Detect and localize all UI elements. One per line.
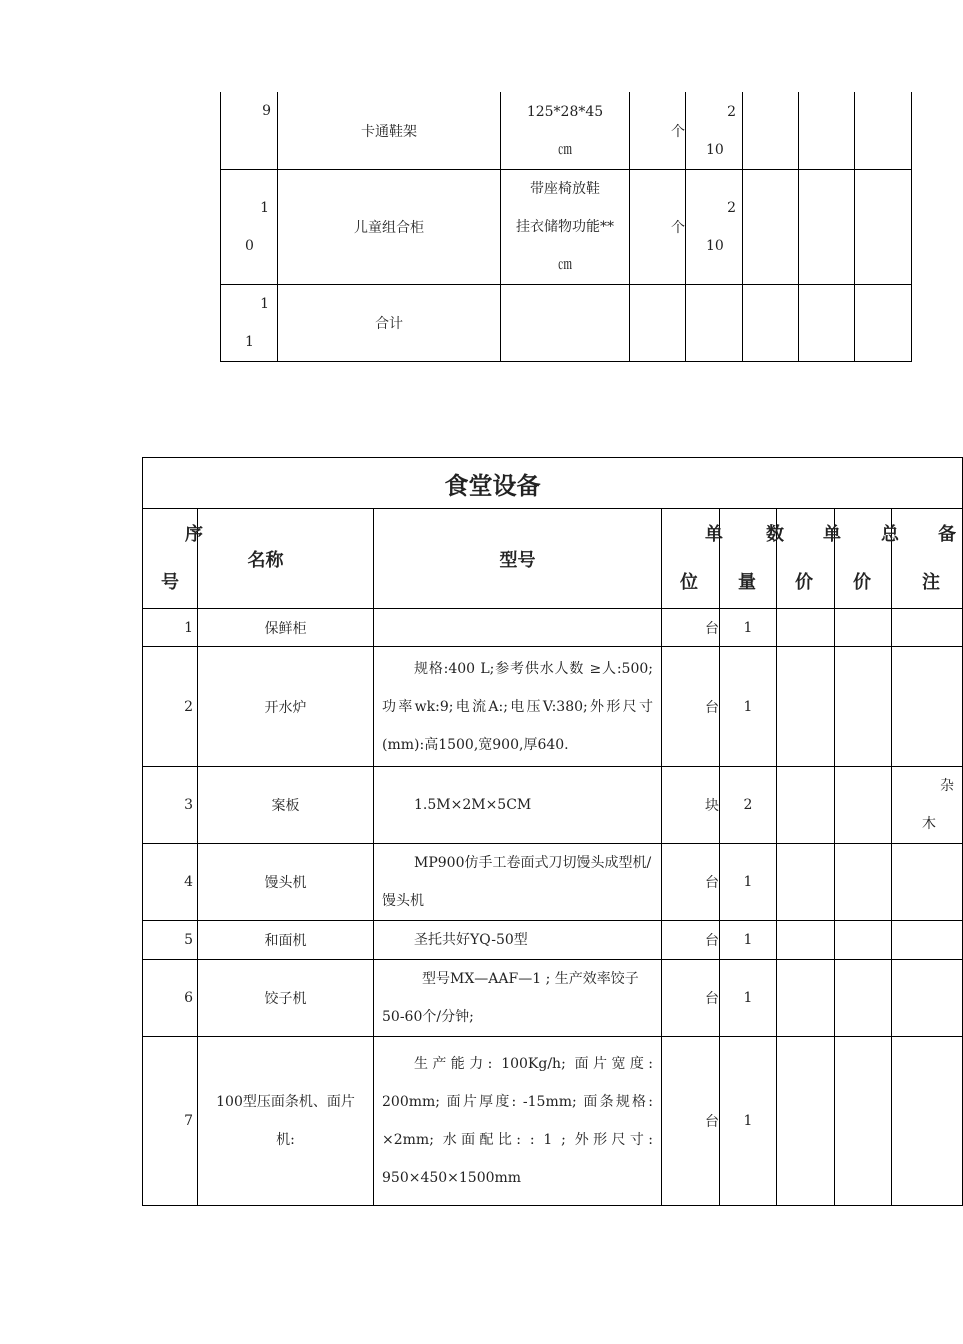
item-name: 100型压面条机、面片机: xyxy=(198,1037,374,1206)
header-price: 单 价 xyxy=(777,509,835,609)
header-row xyxy=(143,509,963,609)
item-unit: 台 xyxy=(662,1037,720,1206)
item-unit: 块 xyxy=(662,767,720,844)
item-name: 保鲜柜 xyxy=(198,609,374,647)
table-row xyxy=(143,609,963,647)
table-title: 食堂设备 xyxy=(143,458,963,509)
item-name: 馒头机 xyxy=(198,844,374,921)
table-row xyxy=(143,960,963,1037)
item-qty: 2 10 xyxy=(686,92,743,170)
total-label: 合计 xyxy=(278,285,501,362)
table-row xyxy=(143,921,963,960)
item-unit: 台 xyxy=(662,960,720,1037)
item-model: 生产能力: 100Kg/h; 面片宽度: 200mm; 面片厚度: -15mm; 面条规格: ×2mm; 水面配比: : 1 ; 外形尺寸: 950×450×1500mm xyxy=(374,1037,662,1206)
item-model xyxy=(374,609,662,647)
row-number: 6 xyxy=(143,960,198,1037)
item-name: 卡通鞋架 xyxy=(278,92,501,170)
item-unit: 台 xyxy=(662,647,720,767)
table-row xyxy=(143,844,963,921)
item-qty: 2 10 xyxy=(686,170,743,285)
item-name: 和面机 xyxy=(198,921,374,960)
item-qty: 1 xyxy=(720,844,777,921)
item-unit: 台 xyxy=(662,921,720,960)
item-unit: 个 xyxy=(630,92,686,170)
item-model: 规格:400 L;参考供水人数 ≥人:500;功率wk:9;电流A:;电压V:380;外形尺寸(mm):高1500,宽900,厚640. xyxy=(374,647,662,767)
item-model: MP900仿手工卷面式刀切馒头成型机/馒头机 xyxy=(374,844,662,921)
table-row xyxy=(143,1037,963,1206)
header-total: 总 价 xyxy=(835,509,892,609)
item-qty: 1 xyxy=(720,960,777,1037)
item-note: 杂木 xyxy=(892,767,963,844)
item-unit: 台 xyxy=(662,609,720,647)
item-qty: 1 xyxy=(720,647,777,767)
header-no: 序 号 xyxy=(143,509,198,609)
row-number: 5 xyxy=(143,921,198,960)
table-row: 1 1 合计 xyxy=(221,285,912,362)
header-model: 型号 xyxy=(374,509,662,609)
header-qty: 数 量 xyxy=(720,509,777,609)
item-qty: 1 xyxy=(720,1037,777,1206)
row-number: 2 xyxy=(143,647,198,767)
row-number: 1 xyxy=(143,609,198,647)
item-name: 案板 xyxy=(198,767,374,844)
item-name: 儿童组合柜 xyxy=(278,170,501,285)
item-qty: 2 xyxy=(720,767,777,844)
item-model: 1.5M×2M×5CM xyxy=(374,767,662,844)
table-row xyxy=(143,767,963,844)
header-unit: 单 位 xyxy=(662,509,720,609)
continued-table xyxy=(220,92,912,362)
item-model: 125*28*45 ㎝ xyxy=(501,92,630,170)
item-name: 饺子机 xyxy=(198,960,374,1037)
header-name: 名称 xyxy=(198,509,374,609)
item-model: 圣托共好YQ-50型 xyxy=(374,921,662,960)
row-number: 4 xyxy=(143,844,198,921)
row-number: 3 xyxy=(143,767,198,844)
item-qty: 1 xyxy=(720,609,777,647)
item-name: 开水炉 xyxy=(198,647,374,767)
table-row xyxy=(221,92,912,170)
item-model: 带座椅放鞋 挂衣储物功能** ㎝ xyxy=(501,170,630,285)
table-row: 1 0 儿童组合柜 带座椅放鞋 挂衣储物功能** ㎝ 个 2 10 xyxy=(221,170,912,285)
row-number: 7 xyxy=(143,1037,198,1206)
item-qty: 1 xyxy=(720,921,777,960)
row-number: 9 xyxy=(262,103,271,119)
header-note: 备 注 xyxy=(892,509,963,609)
item-unit: 个 xyxy=(630,170,686,285)
table-row xyxy=(143,647,963,767)
canteen-equipment-table xyxy=(142,457,963,1206)
item-unit: 台 xyxy=(662,844,720,921)
item-model: 型号MX—AAF—1 ; 生产效率饺子50-60个/分钟; xyxy=(374,960,662,1037)
